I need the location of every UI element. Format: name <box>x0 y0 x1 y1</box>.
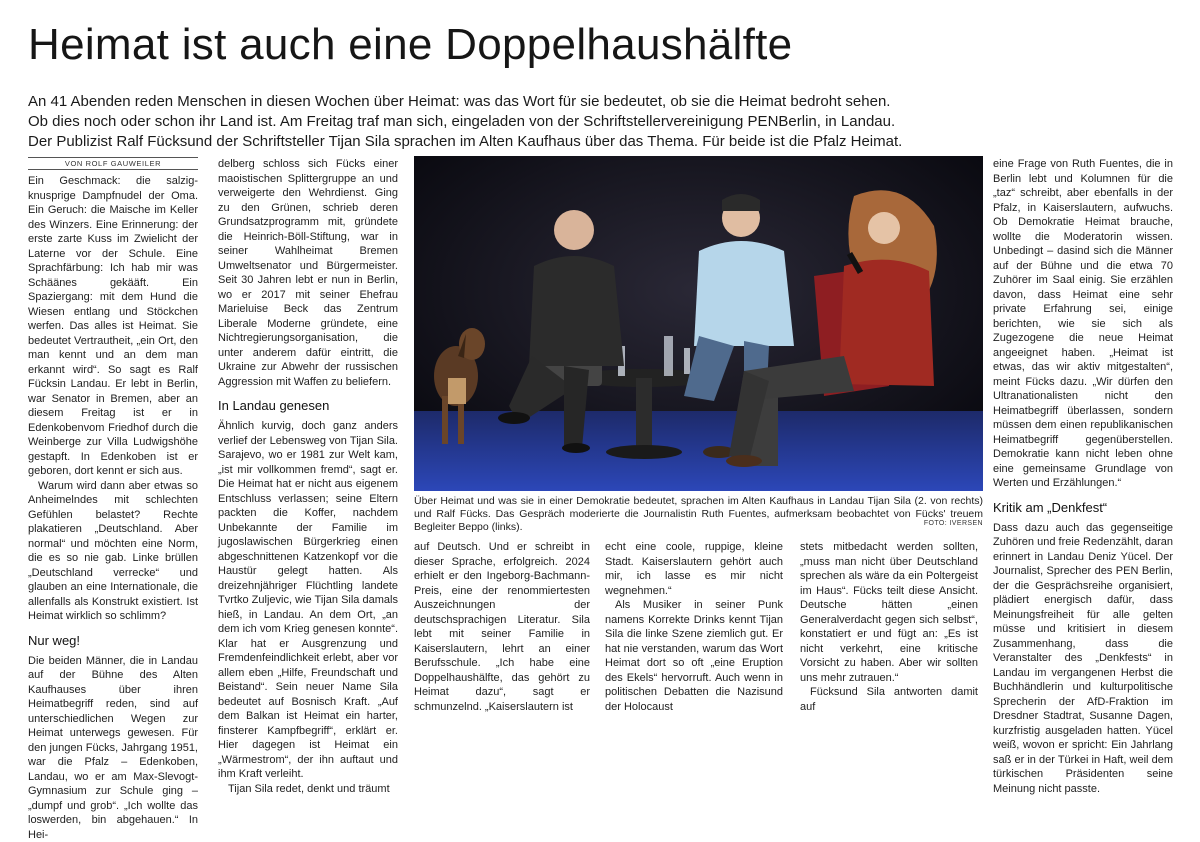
article-column-3 <box>414 540 590 687</box>
paragraph: Ähnlich kurvig, doch ganz anders verlief der Lebensweg von Tijan Sila. Sarajevo, wo er 1981 zur Welt kam, „ist mir vollkommen fremd“, sagt er. Die Heimat hat er nicht aus eigenem Entschluss verlassen; seine Eltern packten die Koffer, nachdem Unbekannte der Familie im jugoslawischen Bürgerkrieg einen abgeschnittenen Katzenkopf vor die Haustür gelegt hatten. Als dreizehnjähriger Flüchtling landete Tvrtko Zuljevic, wie Tijan Sila damals hieß, in Landau. An dem Ort, „an dem ich vom Krieg genesen konnte“. Klar hat er Ausgrenzung und Fremdenfeindlichkeit erlebt, aber vor allem eben „Hilfe, Freundschaft und Beistand“. Sein neuer Name Sila bedeutet auf Bosnisch Kraft. „Auf dem Balkan ist Heimat ein harter, finsterer Kampfbegriff“, erklärt er. Hier dagegen ist Heimat ein „Wärmestrom“, der ihn auftaut und ihm Kraft verleiht. <box>218 419 398 782</box>
photo-credit: FOTO: IVERSEN <box>924 520 983 527</box>
paragraph: Die beiden Männer, die in Landau auf der Bühne des Alten Kaufhauses über ihren Heimatbegriff reden, sind auf unterschiedlichen Wegen zur Heimat unterwegs gewesen. Für den jungen Fücks, Jahrgang 1951, war die Pfalz – Edenkoben, Landau, wo er am Max-Slevogt-Gymnasium zur Schule ging – „dumpf und grob“. „Ich wollte das loswerden, bin abgehauen.“ In Hei- <box>28 654 198 842</box>
photo-caption: Über Heimat und was sie in einer Demokratie bedeutet, sprachen im Alten Kaufhaus in Landau Tijan Sila (2. von rechts) und Ralf Fücks. Das Gespräch moderierte die Journalistin Ruth Fuentes, aufmerksam beobachtet von Fücks' treuem Begleiter Beppo (links). <box>414 495 983 534</box>
paragraph: Als Musiker in seiner Punk namens Korrekte Drinks kennt Tijan Sila die linke Szene ziemlich gut. Er hat nie verstanden, warum das Wort Heimat dort so oft „eine Eruption des Ekels“ hervorruft. Auch wenn in politischen Debatten die Nazisund der Holocaust <box>605 598 783 714</box>
article-column-4 <box>605 540 783 687</box>
paragraph: Dass dazu auch das gegenseitige Zuhören und freie Redenzählt, daran erinnert in Landau Deniz Yücel. Der Journalist, Sprecher des PEN Berlin, der die Gesprächsreihe organisiert, plädiert energisch dafür, dass Meinungsfreiheit für alle gelten müsse und kritisiert in diesem Zusammenhang, dass die Veranstalter des „Denkfests“ in Landau im vergangenen Herbst die Buchhändlerin und kulturpolitische Sprecherin der AfD-Fraktion im Dresdner Stadtrat, Susanne Dagen, kurzfristig ausgeladen hatten. Yücel weiß, wovon er spricht: Ein Jahrlang saß er in der Türkei in Haft, weil dem türkischen Präsidenten seine Meinung nicht passte. <box>993 521 1173 797</box>
article-column-6 <box>993 157 1173 684</box>
intro-line-3: Der Publizist Ralf Fücksund der Schriftsteller Tijan Sila sprachen im Alten Kaufhaus über das Thema. Für beide ist die Pfalz Heimat. <box>28 132 1178 152</box>
paragraph: Tijan Sila redet, denkt und träumt <box>218 782 398 797</box>
intro-line-1: An 41 Abenden reden Menschen in diesen Wochen über Heimat: was das Wort für sie bedeutet, ob sie die Heimat bedroht sehen. <box>28 92 1178 112</box>
paragraph: Warum wird dann aber etwas so Anheimelndes mit schlechten Gefühlen belastet? Rechte plakatieren „Deutschland. Aber normal“ und möchten eine Norm, die es so nie gab. Linke brüllen „Deutschland verrecke“ und glauben an eine Internationale, die allenfalls als Konstrukt existiert. Ist Heimat wirklich so schlimm? <box>28 479 198 624</box>
paragraph: eine Frage von Ruth Fuentes, die in Berlin lebt und Kolumnen für die „taz“ schreibt, aber ebenfalls in der Pfalz, in Kaiserslautern, aufwuchs. Ob Demokratie Heimat brauche, wollte die Moderatorin wissen. Unbedingt – dasind sich die Männer auf der Bühne und die etwa 70 Zuhörer im Saal einig. Sie erzählen davon, dass Heimat eine sehr private Erfahrung sei, einige berichten, wie sie sich als Zugezogene die neue Heimat angeeignet haben. „Heimat ist etwas, das wir aktiv mitgestalten“, meint Fücks dazu. „Wir dürfen den Ultranationalisten nicht den Heimatbegriff überlassen, sondern müssen dem einen republikanischen Heimatbegriff gegenüberstellen. Demokratie kann nicht leben ohne eine gemeinsame Grundlage von Werten und Erzählungen.“ <box>993 157 1173 491</box>
stage-photo-illustration <box>414 156 983 491</box>
paragraph: Fücksund Sila antworten damit auf <box>800 685 978 714</box>
subheading-in-landau-genesen: In Landau genesen <box>218 397 398 415</box>
subheading-nur-weg: Nur weg! <box>28 632 198 650</box>
byline: VON ROLF GAUWEILER <box>28 157 198 170</box>
subheading-kritik-am-denkfest: Kritik am „Denkfest“ <box>993 499 1173 517</box>
intro <box>28 92 1178 152</box>
article-column-2 <box>218 157 398 684</box>
paragraph: auf Deutsch. Und er schreibt in dieser Sprache, erfolgreich. 2024 erhielt er den Ingeborg-Bachmann-Preis, eine der renommiertesten Auszeichnungen der deutschsprachigen Literatur. Sila lebt mit seiner Familie in Kaiserslautern, lehrt an einer Berufsschule. „Ich habe eine Doppelhaushälfte, das gehört zu Heimat dazu“, sagt er schmunzelnd. „Kaiserslautern ist <box>414 540 590 714</box>
article-column-5 <box>800 540 978 687</box>
paragraph: delberg schloss sich Fücks einer maoistischen Splittergruppe an und verweigerte den Wehrdienst. Ging zu den Grünen, schrieb deren Grundsatzprogramm mit, gründete die Heinrich-Böll-Stiftung, war in seiner Wahlheimat Bremen Umweltsenator und Bürgermeister. Seit 30 Jahren lebt er nun in Berlin, wo er 2017 mit seiner Ehefrau Marieluise Beck das Zentrum Liberale Moderne gründete, eine Nichtregierungsorganisation, die unter anderem dafür eintritt, die Ukraine zur Abwehr der russischen Aggression mit Waffen zu beliefern. <box>218 157 398 389</box>
article-photo <box>414 156 983 491</box>
paragraph: stets mitbedacht werden sollten, „muss man nicht über Deutschland sprechen als wäre da ein Poltergeist im Haus“. Fücks teilt diese Ansicht. Deutsche hätten „einen Generalverdacht gegen sich selbst“, konstatiert er und fügt an: „Es ist nicht verkehrt, eine kritische Vorsicht zu haben. Aber wir sollten uns mehr zutrauen.“ <box>800 540 978 685</box>
intro-line-2: Ob dies noch oder schon ihr Land ist. Am Freitag traf man sich, eingeladen von der Schriftstellervereinigung PENBerlin, in Landau. <box>28 112 1178 132</box>
article-column-1 <box>28 174 198 684</box>
paragraph: echt eine coole, ruppige, kleine Stadt. Kaiserslautern gehört auch mir, ich lasse es mir nicht wegnehmen.“ <box>605 540 783 598</box>
paragraph: Ein Geschmack: die salzig-knusprige Dampfnudel der Oma. Ein Geruch: die Maische im Keller des Winzers. Eine Erinnerung: der erste zarte Kuss im Zwielicht der Laterne vor der Schule. Eine Sprachfärbung: Ich hab mir was Schäänes gekääft. Ein Spaziergang: mit dem Hund die Wiesen entlang und Stöckchen werfen. Das alles ist Heimat. Sie bedeutet Vertrautheit, „ein Ort, den man kennt und an dem man erkannt wird“. So sagt es Ralf Fücksin Landau. Er lebt in Berlin, war Senator in Bremen, aber an diesem Freitag ist er in Edenkobenvom Friedhof durch die Weinberge zur Villa Ludwigshöhe gestapft. In Edenkoben ist er geboren, dort kennt er sich aus. <box>28 174 198 479</box>
headline: Heimat ist auch eine Doppelhaushälfte <box>28 18 1178 72</box>
